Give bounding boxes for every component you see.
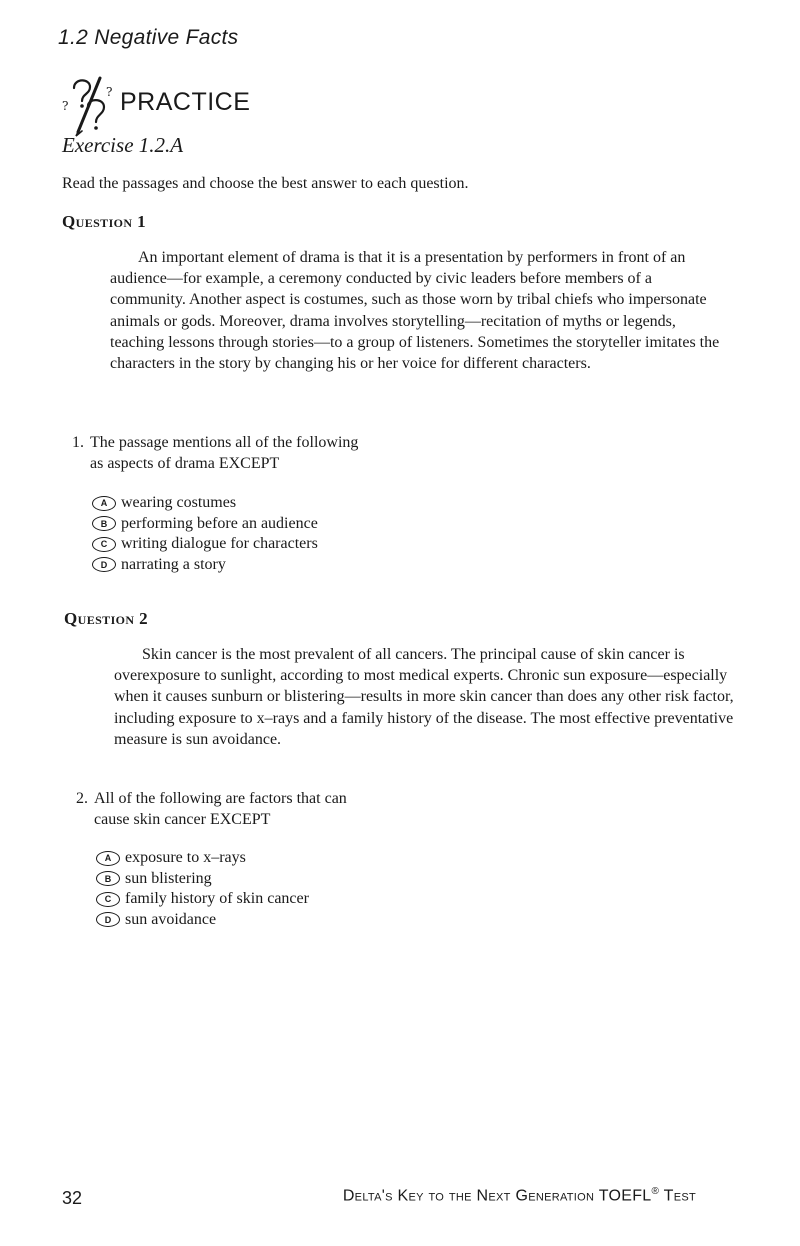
choice-b[interactable]: [92, 514, 318, 535]
choice-b-bubble[interactable]: B: [96, 871, 120, 886]
question-2-heading: Question 2: [64, 609, 148, 628]
book-title-text: Delta's Key to the Next Generation TOEFL: [342, 1187, 652, 1205]
choice-d-text: sun avoidance: [125, 910, 217, 928]
choice-a-text: exposure to x–rays: [125, 849, 246, 866]
svg-text:?: ?: [106, 85, 113, 99]
instructions: Read the passages and choose the best answer to each question.: [62, 175, 469, 192]
question-2-choices: [96, 848, 309, 930]
exercise-title: Exercise 1.2.A: [62, 133, 184, 157]
question-2-prompt-line1: All of the following are factors that can: [94, 790, 347, 807]
choice-d-bubble[interactable]: D: [96, 912, 120, 927]
svg-text:?: ?: [62, 99, 69, 113]
choice-a[interactable]: [92, 493, 318, 514]
choice-c-text: family history of skin cancer: [125, 890, 309, 907]
choice-a-text: wearing costumes: [121, 494, 237, 511]
question-2-prompt: [76, 788, 436, 830]
question-1-number: 1.: [72, 434, 84, 451]
choice-b[interactable]: [96, 869, 309, 890]
choice-a-bubble[interactable]: A: [92, 496, 116, 511]
question-marks-pencil-icon: [60, 74, 116, 138]
practice-title: PRACTICE: [120, 88, 251, 116]
question-1-heading: Question 1: [62, 212, 146, 231]
section-header: 1.2 Negative Facts: [58, 26, 239, 49]
question-2-number: 2.: [76, 790, 88, 807]
choice-c[interactable]: [96, 889, 309, 910]
choice-d-text: narrating a story: [121, 555, 226, 573]
choice-b-text: performing before an audience: [121, 514, 318, 532]
question-2-passage: Skin cancer is the most prevalent of all cancers. The principal cause of skin cancer is overexposure to sunlight, according to most medical experts. Chronic sun exposure—especially when it causes sunburn or blistering—results in more skin cancer than does any other risk factor, including exposure to x–rays and a family history of the disease. The most effective preventative measure is sun avoidance.: [114, 646, 734, 748]
question-1-prompt: [72, 432, 432, 474]
question-1-choices: [92, 493, 318, 575]
choice-a[interactable]: [96, 848, 309, 869]
choice-c-text: writing dialogue for characters: [121, 535, 318, 552]
page-number: 32: [62, 1188, 83, 1208]
book-title: [343, 1186, 696, 1205]
book-title-end: Test: [663, 1187, 696, 1205]
question-2-prompt-line2: cause skin cancer EXCEPT: [94, 811, 271, 828]
choice-d[interactable]: [96, 910, 309, 931]
choice-b-text: sun blistering: [125, 869, 212, 887]
choice-d-bubble[interactable]: D: [92, 557, 116, 572]
registered-mark: ®: [651, 1186, 660, 1197]
question-1-prompt-line2: as aspects of drama EXCEPT: [90, 455, 280, 472]
question-1-passage: An important element of drama is that it is a presentation by performers in front of an audience—for example, a ceremony conducted by civic leaders before members of a community. Another aspect is costumes, such as those worn by tribal chiefs who impersonate animals or gods. Moreover, drama involves storytelling—recitation of myths or legends, teaching lessons through stories—to a group of listeners. Sometimes the storyteller imitates the characters in the story by changing his or her voice for different characters.: [110, 249, 720, 373]
choice-c[interactable]: [92, 534, 318, 555]
question-1-prompt-line1: The passage mentions all of the following: [90, 434, 359, 451]
choice-a-bubble[interactable]: A: [96, 851, 120, 866]
choice-b-bubble[interactable]: B: [92, 516, 116, 531]
choice-d[interactable]: [92, 555, 318, 576]
choice-c-bubble[interactable]: C: [96, 892, 120, 907]
choice-c-bubble[interactable]: C: [92, 537, 116, 552]
